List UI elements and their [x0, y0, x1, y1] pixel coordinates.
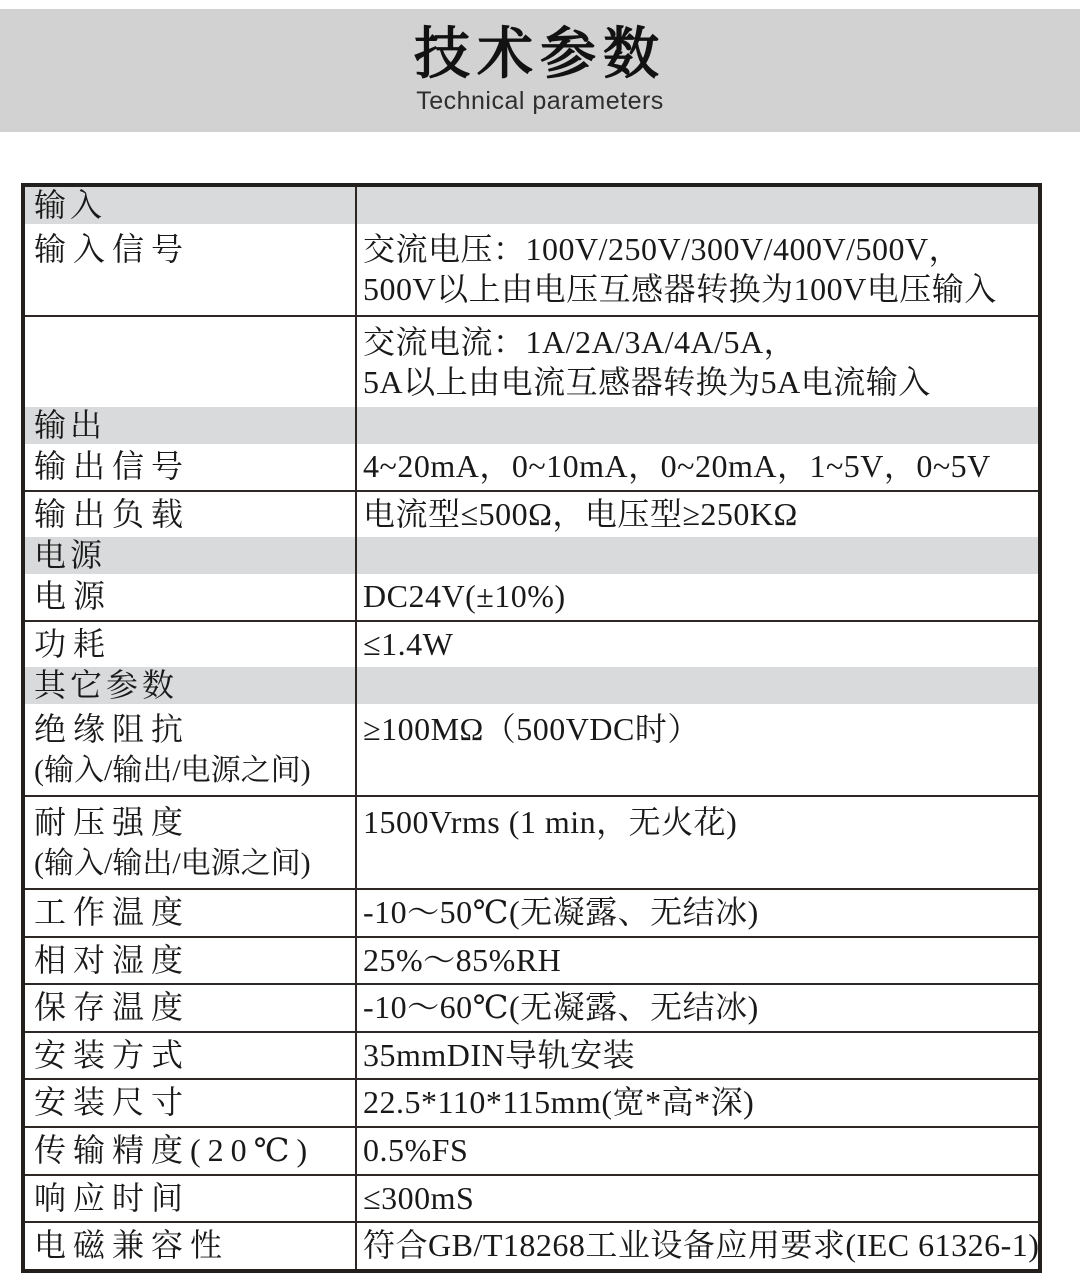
page-subtitle: Technical parameters	[416, 86, 664, 115]
param-label-cell	[25, 890, 357, 936]
param-value-cell	[357, 537, 1038, 574]
param-value-cell	[357, 938, 1038, 984]
param-label: 保存温度	[34, 989, 191, 1026]
param-value-cell	[357, 890, 1038, 936]
section-title: 电源	[34, 536, 107, 573]
param-label: 响应时间	[34, 1179, 191, 1216]
table-row	[25, 620, 1038, 668]
section-row	[25, 667, 1038, 704]
param-value-cell	[357, 492, 1038, 538]
table-row	[25, 983, 1038, 1031]
param-value: ≤300mS	[363, 1179, 475, 1216]
param-value: 35mmDIN导轨安装	[363, 1036, 636, 1073]
section-title: 其它参数	[34, 667, 179, 704]
param-value-cell	[357, 1176, 1038, 1222]
param-value-cell	[357, 1223, 1043, 1269]
param-label-note: (输入/输出/电源之间)	[34, 754, 311, 788]
param-value: 符合GB/T18268工业设备应用要求(IEC 61326-1)	[363, 1227, 1040, 1264]
param-value: 25%～85%RH	[363, 941, 562, 978]
section-title-cell	[25, 667, 357, 704]
param-label-cell	[25, 444, 357, 490]
table-row	[25, 490, 1038, 538]
param-value-cell	[357, 574, 1038, 620]
param-value-cell	[357, 667, 1038, 704]
param-label-cell	[25, 938, 357, 984]
table-row	[25, 1126, 1038, 1174]
table-row	[25, 1078, 1038, 1126]
param-label: 相对湿度	[34, 941, 191, 978]
table-row	[25, 795, 1038, 888]
table-row	[25, 704, 1038, 795]
param-value: 22.5*110*115mm(宽*高*深)	[363, 1084, 755, 1121]
section-title-cell	[25, 407, 357, 444]
param-value-cell	[357, 187, 1038, 224]
param-value: 0.5%FS	[363, 1131, 469, 1168]
section-title-cell	[25, 187, 357, 224]
page-title: 技术参数	[414, 22, 666, 86]
section-row	[25, 407, 1038, 444]
param-label: 输出信号	[34, 448, 191, 484]
param-label-cell	[25, 1033, 357, 1079]
param-label-cell	[25, 704, 357, 795]
param-label-cell	[25, 492, 357, 538]
param-value: 交流电流：1A/2A/3A/4A/5A，	[363, 324, 797, 360]
table-row	[25, 1174, 1038, 1222]
param-label: 功耗	[34, 625, 113, 662]
param-value-cell	[357, 317, 1038, 407]
param-label-cell	[25, 1128, 357, 1174]
param-label: 工作温度	[34, 893, 191, 930]
table-row	[25, 574, 1038, 620]
param-value-cell	[357, 444, 1038, 490]
param-label: 传输精度(20℃)	[34, 1131, 315, 1168]
section-row	[25, 537, 1038, 574]
param-value-cell	[357, 1080, 1038, 1126]
param-value-cell	[357, 407, 1038, 444]
param-value: 电流型≤500Ω，电压型≥250KΩ	[363, 495, 798, 532]
param-value: ≥100MΩ（500VDC时）	[363, 711, 700, 748]
param-value-cell	[357, 704, 1038, 795]
param-label: 输出负载	[34, 495, 191, 532]
param-label-cell	[25, 574, 357, 620]
param-label-cell	[25, 224, 357, 315]
table-row	[25, 444, 1038, 490]
table-row	[25, 224, 1038, 315]
param-label-cell	[25, 622, 357, 668]
section-title: 输出	[34, 406, 107, 443]
section-row	[25, 187, 1038, 224]
param-value: 交流电压：100V/250V/300V/400V/500V，	[363, 231, 962, 267]
param-label-cell	[25, 985, 357, 1031]
param-label: 安装尺寸	[34, 1084, 191, 1121]
param-label: 安装方式	[34, 1036, 191, 1073]
spec-table	[21, 183, 1042, 1273]
section-title-cell	[25, 537, 357, 574]
param-value-line2: 500V以上由电压互感器转换为100V电压输入	[363, 271, 997, 307]
param-value-cell	[357, 797, 1038, 888]
param-value: 1500Vrms (1 min，无火花)	[363, 804, 738, 841]
table-row	[25, 1031, 1038, 1079]
param-value: DC24V(±10%)	[363, 578, 566, 615]
param-label-note: (输入/输出/电源之间)	[34, 846, 311, 880]
param-label: 电磁兼容性	[34, 1227, 230, 1264]
param-label-cell	[25, 797, 357, 888]
table-row	[25, 315, 1038, 407]
param-label-cell	[25, 1223, 357, 1269]
param-label-cell	[25, 1176, 357, 1222]
param-value: 4~20mA，0~10mA，0~20mA，1~5V，0~5V	[363, 448, 991, 484]
param-label: 电源	[34, 578, 113, 615]
param-label-cell	[25, 1080, 357, 1126]
param-label: 绝缘阻抗	[34, 711, 191, 748]
table-row	[25, 936, 1038, 984]
param-value-cell	[357, 622, 1038, 668]
param-label: 输入信号	[34, 231, 191, 267]
section-title: 输入	[34, 186, 107, 223]
param-value: -10～60℃(无凝露、无结冰)	[363, 989, 759, 1026]
param-value-cell	[357, 1128, 1038, 1174]
param-label-cell	[25, 317, 357, 407]
param-value-cell	[357, 224, 1038, 315]
param-value: -10～50℃(无凝露、无结冰)	[363, 893, 759, 930]
header-band	[0, 9, 1080, 132]
param-label: 耐压强度	[34, 804, 191, 841]
param-value-cell	[357, 985, 1038, 1031]
table-row	[25, 1221, 1038, 1269]
param-value-cell	[357, 1033, 1038, 1079]
param-value-line2: 5A以上由电流互感器转换为5A电流输入	[363, 364, 931, 400]
table-row	[25, 888, 1038, 936]
param-value: ≤1.4W	[363, 625, 454, 662]
